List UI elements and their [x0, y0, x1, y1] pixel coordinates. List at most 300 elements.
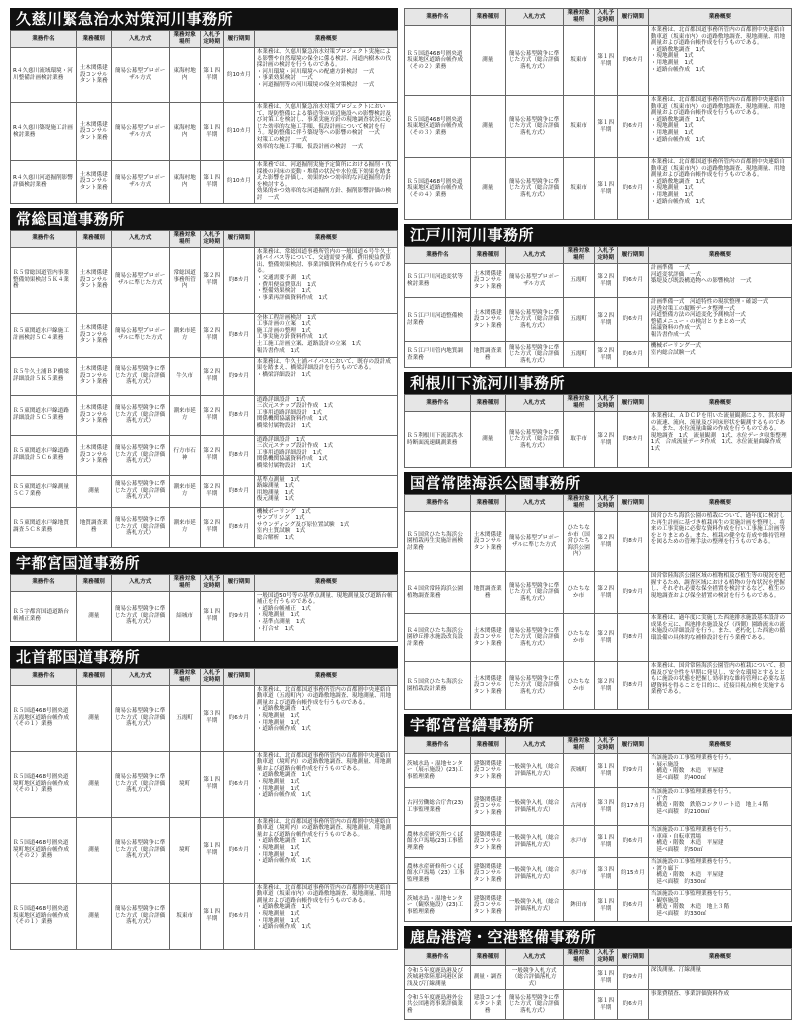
table-cell: 第２四半期: [594, 512, 617, 572]
table-cell: R４久慈川河道掘削影響評価検討業務: [11, 161, 77, 204]
table-row: [11, 507, 398, 547]
table-cell: 簡易公募型競争に準じた方式（総合評価落札方式）: [505, 412, 563, 468]
table-cell: Ｒ５国道468号圏央道坂東地区道路台帳作成（その２）業務: [405, 26, 471, 96]
column-header: 業務件名: [11, 668, 77, 685]
column-header: 業務種別: [76, 31, 111, 48]
table-cell: Ｒ５国道468号圏央道坂東地区道路台帳作成（その３）業務: [405, 96, 471, 158]
table-cell: 国営ひたち海浜公園の植栽について、過年度に検討した再生計画に基づき植栽再生の実施計画を整理し、将来の工事実施に必要な資料作成を行い工事施工計画等をとりまとめる。また、植栽の健全な育成や維持管理を図るための管理手法の整理を行うものである。: [648, 512, 791, 572]
office-title: 利根川下流河川事務所: [404, 372, 792, 394]
table-row: [11, 247, 398, 313]
contract-table: [404, 948, 792, 1020]
table-cell: 坂東市: [563, 158, 594, 220]
table-cell: 約15カ月: [617, 858, 648, 890]
column-header: 入札方式: [505, 495, 563, 512]
table-cell: 約8カ月: [617, 512, 648, 572]
table-cell: Ｒ４国営常陸海浜公園植物調査業務: [405, 572, 471, 614]
column-header: 入札方式: [111, 574, 169, 591]
table-cell: 第１四半期: [200, 591, 223, 641]
table-cell: 測量: [76, 817, 111, 883]
column-header: 業務対象場所: [563, 949, 594, 966]
table-cell: 土木関係建設コンサルタント業務: [470, 662, 505, 710]
table-cell: 基準点測量 1式 路線測量 1式 用地測量 1式 復元測量 1式: [254, 475, 397, 507]
office-section: [10, 646, 398, 950]
table-cell: 第３四半期: [594, 788, 617, 826]
table-cell: 簡易公募型競争に準じた方式（総合評価落札方式）: [505, 26, 563, 96]
table-cell: 第２四半期: [594, 264, 617, 298]
table-cell: 潮来市延方: [169, 395, 200, 435]
table-row: [11, 883, 398, 949]
table-cell: 測量: [76, 751, 111, 817]
table-cell: 取手市: [563, 412, 594, 468]
table-cell: 坂東市: [563, 26, 594, 96]
table-cell: 土木関係建設コンサルタント業務: [76, 395, 111, 435]
table-cell: 測量・調査: [470, 966, 505, 990]
table-cell: 当該施設の工事監理業務を行う。 ・渡り廊下 構造・階数 木造 平屋建 延べ面積 約330㎡: [648, 858, 791, 890]
column-header: 業務概要: [648, 247, 791, 264]
table-cell: 建築関係建設コンサルタント業務: [470, 858, 505, 890]
table-cell: 当該施設の工事監理業務を行う。 ・庁舎 構造・階数 鉄筋コンクリート造 地上４階 延べ面積 約2100㎡: [648, 788, 791, 826]
table-cell: Ｒ５国道468号圏央道坂東地区道路台帳作成（その１）業務: [11, 883, 77, 949]
table-cell: 第１四半期: [594, 26, 617, 96]
column-header: 業務件名: [405, 495, 471, 512]
office-title: 国営常陸海浜公園事務所: [404, 472, 792, 494]
table-cell: 第１四半期: [594, 966, 617, 990]
table-cell: 第２四半期: [200, 507, 223, 547]
table-cell: 約6カ月: [617, 264, 648, 298]
table-cell: 簡易公募型競争に準じた方式（総合評価落札方式）: [111, 751, 169, 817]
column-header: 入札方式: [111, 668, 169, 685]
table-cell: 簡易公募型競争に準じた方式（総合評価落札方式）: [505, 662, 563, 710]
table-cell: 当該施設の工事監理業務を行う。 ・車庫・自転車置場 構造・階数 木造 平屋建 延べ面積 約50㎡: [648, 826, 791, 858]
column-header: 業務種別: [470, 495, 505, 512]
column-header: 業務概要: [648, 395, 791, 412]
table-cell: 第２四半期: [200, 435, 223, 475]
header-row: [11, 230, 398, 247]
table-cell: 本業務は、北首都国道事務所管内の首都圏中央連絡自動車道（坂東市内）の道路敷地調査、現地測量、用地測量および道路台帳作成を行うものである。 ・道路敷地調査 1式 ・現地測量 1式 ・用地測量 1式 ・道路台帳作成 1式: [254, 883, 397, 949]
table-cell: Ｒ５国道468号圏央道境町地区道路台帳作成（その１）業務: [11, 751, 77, 817]
table-cell: 当該施設の工事監理業務を行う。 ・観察施設 構造・階数 木造 地上３階 延べ面積 約330㎡: [648, 890, 791, 922]
table-cell: 農林水産研修所つくば館水戸馬場（23）工事監理業務: [405, 858, 471, 890]
table-cell: 約6カ月: [223, 685, 254, 751]
table-cell: 第１四半期: [594, 96, 617, 158]
table-cell: R４久慈川築堤施工計画検討業務: [11, 103, 77, 161]
table-row: [11, 475, 398, 507]
table-cell: 測量: [76, 883, 111, 949]
table-cell: 一般競争入札（総合評価落札方式）: [505, 754, 563, 788]
table-cell: 約6カ月: [617, 26, 648, 96]
table-cell: Ｒ５国営ひたち海浜公園植栽設計業務: [405, 662, 471, 710]
table-row: [405, 966, 792, 990]
column-header: 業務種別: [76, 668, 111, 685]
table-cell: 土木関係建設コンサルタント業務: [470, 298, 505, 342]
column-header: 業務件名: [11, 574, 77, 591]
table-row: [11, 313, 398, 357]
table-cell: 境町: [169, 817, 200, 883]
column-header: 業務対象場所: [169, 230, 200, 247]
column-header: 業務対象場所: [169, 668, 200, 685]
table-cell: 坂東市: [563, 96, 594, 158]
table-cell: 建築関係建設コンサルタント業務: [470, 754, 505, 788]
office-section: [404, 714, 792, 922]
column-header: 履行期間: [617, 395, 648, 412]
column-header: 業務種別: [470, 395, 505, 412]
column-header: 履行期間: [223, 668, 254, 685]
table-cell: 約6カ月: [617, 158, 648, 220]
column-header: 入札方式: [505, 949, 563, 966]
table-cell: 五霞町: [169, 685, 200, 751]
table-cell: 土木関係建設コンサルタント業務: [76, 435, 111, 475]
table-cell: 約6カ月: [617, 826, 648, 858]
table-cell: 第１四半期: [594, 826, 617, 858]
office-title: 常総国道事務所: [10, 208, 398, 230]
table-row: [11, 435, 398, 475]
column-header: 履行期間: [617, 495, 648, 512]
table-cell: 簡易公募型競争に準じた方式（総合評価落札方式）: [505, 158, 563, 220]
table-cell: 第２四半期: [594, 614, 617, 662]
table-cell: 土木関係建設コンサルタント業務: [76, 103, 111, 161]
table-cell: 簡易公募型プロポーザル方式: [111, 103, 169, 161]
table-cell: R４久慈川流域環境・河川整備計画検討業務: [11, 48, 77, 103]
table-cell: 簡易公募型競争に準じた方式（総合評価落札方式）: [505, 298, 563, 342]
table-cell: 簡易公募型プロポーザルに準じた方式: [505, 512, 563, 572]
table-cell: 茨城水島・湿地センター（展示施設）(23)工事監理業務: [405, 754, 471, 788]
table-cell: 建築関係建設コンサルタント業務: [470, 890, 505, 922]
table-cell: Ｒ５利根川下流部洪水時断面流速観測業務: [405, 412, 471, 468]
table-cell: Ｒ５江戸川河道変状等検討業務: [405, 264, 471, 298]
table-cell: 本業務は、北首都国道事務所管内の首都圏中央連絡自動車道（坂東市内）の道路敷地調査、現地測量、用地測量および道路台帳作成を行うものである。 ・道路敷地調査 1式 ・現地測量 1式 ・用地測量 1式 ・道路台帳作成 1式: [648, 158, 791, 220]
column-header: 業務件名: [405, 949, 471, 966]
table-cell: 第１四半期: [200, 751, 223, 817]
table-cell: 計画準備 一式 河道変状評価 一式 築堤及び既設構造物への影響検討 一式: [648, 264, 791, 298]
table-cell: 簡易公募型競争に準じた方式（総合評価落札方式）: [505, 572, 563, 614]
table-cell: Ｒ５東関道水戸線施工計画検討５Ｃ４業務: [11, 313, 77, 357]
table-cell: 第２四半期: [200, 357, 223, 395]
table-row: [405, 826, 792, 858]
table-cell: 国営常陸海浜公園区域の植物相及び植生等の現況を把握するため、調査区域における植物の分布状況を把握し、それぞれ必要な保全措置を検討するなど、植生の現地調査および保全措置の検討を行うものである。: [648, 572, 791, 614]
table-row: [405, 342, 792, 368]
column-header: 入札予定時期: [594, 737, 617, 754]
table-cell: 坂東市: [169, 883, 200, 949]
table-cell: 地質調査業務: [470, 572, 505, 614]
table-cell: 一般競争入札（総合評価落札方式）: [505, 826, 563, 858]
table-row: [405, 858, 792, 890]
office-section: [10, 552, 398, 642]
column-header: 業務種別: [76, 230, 111, 247]
table-cell: 簡易公募型競争に準じた方式（総合評価落札方式）: [111, 395, 169, 435]
contract-table: [404, 8, 792, 220]
table-cell: 簡易公募型競争に準じた方式（総合評価落札方式）: [111, 507, 169, 547]
office-section: [404, 8, 792, 220]
column-header: 入札方式: [505, 247, 563, 264]
table-cell: 第２四半期: [200, 475, 223, 507]
table-cell: 地質調査業務: [470, 342, 505, 368]
table-cell: 事業費積査、事業評価資料作成: [648, 990, 791, 1020]
right-column: [404, 8, 792, 1024]
column-header: 入札予定時期: [594, 9, 617, 26]
table-row: [11, 103, 398, 161]
table-cell: Ｒ４国営ひたち海浜公園砂丘排水施設改良設計業務: [405, 614, 471, 662]
table-cell: 簡易公募型プロポーザルに準じた方式: [111, 313, 169, 357]
office-title: 宇都宮国道事務所: [10, 552, 398, 574]
table-cell: 土木関係建設コンサルタント業務: [76, 247, 111, 313]
table-cell: 約8カ月: [617, 412, 648, 468]
table-cell: 簡易公募型競争に準じた方式（総合評価落札方式）: [111, 591, 169, 641]
table-cell: 茨城水島・湿地センター（観察施設）(23)工事監理業務: [405, 890, 471, 922]
column-header: 業務件名: [405, 737, 471, 754]
column-header: 業務対象場所: [563, 495, 594, 512]
table-cell: 第１四半期: [200, 161, 223, 204]
table-cell: 約8カ月: [223, 313, 254, 357]
column-header: 業務対象場所: [563, 247, 594, 264]
contract-table: [404, 246, 792, 368]
table-cell: 土木関係建設コンサルタント業務: [76, 357, 111, 395]
table-cell: 簡易公募型プロポーザル方式: [111, 161, 169, 204]
table-cell: 本業務は、北首都国道事務所管内の首都圏中央連絡自動車道（坂東市内）の道路敷地調査、現地測量、用地測量および道路台帳作成を行うものである。 ・道路敷地調査 1式 ・現地測量 1式 ・用地測量 1式 ・道路台帳作成 1式: [648, 26, 791, 96]
table-cell: Ｒ５国道468号圏央道境町地区道路台帳作成（その２）業務: [11, 817, 77, 883]
table-cell: 本業務は、国営常陸海浜公園管内の植栽について、損傷及び安全性を早期に発見し、安全な環境とするとともに施設の状態を把握し効率的な維持管理に必要な基礎資料を得ることを目的に、近接目視点検を実施する業務である。: [648, 662, 791, 710]
column-header: 入札予定時期: [200, 668, 223, 685]
table-row: [11, 817, 398, 883]
table-row: [405, 990, 792, 1020]
table-cell: 第３四半期: [200, 685, 223, 751]
column-header: 業務概要: [254, 230, 397, 247]
office-section: [404, 224, 792, 368]
column-header: 業務種別: [470, 737, 505, 754]
column-header: 履行期間: [223, 230, 254, 247]
column-header: 業務対象場所: [169, 31, 200, 48]
column-header: 入札予定時期: [200, 31, 223, 48]
table-cell: 約8カ月: [617, 662, 648, 710]
table-cell: Ｒ５国道468号圏央道五霞地区道路台帳作成（その１）業務: [11, 685, 77, 751]
table-cell: 五霞町: [563, 264, 594, 298]
column-header: 業務件名: [405, 9, 471, 26]
office-title: 鹿島港湾・空港整備事務所: [404, 926, 792, 948]
column-header: 入札方式: [111, 230, 169, 247]
column-header: 履行期間: [617, 949, 648, 966]
table-cell: 約6カ月: [617, 990, 648, 1020]
header-row: [405, 737, 792, 754]
table-cell: 地質調査業務: [76, 507, 111, 547]
header-row: [405, 395, 792, 412]
table-cell: 約9カ月: [223, 591, 254, 641]
table-cell: 機械ボーリング一式 室内総合試験一式: [648, 342, 791, 368]
table-cell: 簡易公募型競争に準じた方式（総合評価落札方式）: [111, 435, 169, 475]
table-cell: 本業務は、過年度に実施した西池排水施設基本設計の成果を元に、西池排水施設及び（西側）園路流末の流末施設の詳細設計を行う。また、老朽化した西池の循環設備の具体的な補修設計を行う業務である。: [648, 614, 791, 662]
contract-table: [10, 574, 398, 642]
table-row: [11, 591, 398, 641]
table-cell: 一般競争入札（総合評価落札方式）: [505, 890, 563, 922]
table-cell: 約6カ月: [223, 883, 254, 949]
table-cell: 令和５年度鹿島港及び茨城港常陸那珂港区深浅及び汀線測量: [405, 966, 471, 990]
table-cell: Ｒ５東関道水戸線道路詳細設計５Ｃ５業務: [11, 395, 77, 435]
table-cell: 計画準備一式 河道特性の現状整理・確認一式 浸透対策工の縦断データ整理一式 河道整備方法の河道変化予測検討一式 整備メニュー・の検討とりまとめ一式 協議資料の作成一式 報告書作成一式: [648, 298, 791, 342]
table-cell: 建設コンサルタント業務: [470, 990, 505, 1020]
table-cell: Ｒ５東関道水戸線測量５Ｃ７業務: [11, 475, 77, 507]
column-header: 業務概要: [254, 31, 397, 48]
table-cell: 第１四半期: [594, 990, 617, 1020]
table-cell: 簡易公募型プロポーザル方式: [505, 264, 563, 298]
table-cell: 一般競争入札方式（総合評価落札方式）: [505, 966, 563, 990]
table-cell: 深浅測量、汀線測量: [648, 966, 791, 990]
table-cell: 本業務は、久慈川緊急治水対策プロジェクトにおいて、堤防整備による築造等の周辺施設への影響検討及び対策工を検討し、事業実施方針の現地調査状況に応じた効率的な施工手順、仮設計画について検討を行う。堤防整備に伴う築堤等への影響の検討 一式 対策工の検討 一式 効率的な施工手順、仮設計画の検討 一式: [254, 103, 397, 161]
table-cell: 約9カ月: [617, 966, 648, 990]
table-row: [405, 512, 792, 572]
table-cell: 第１四半期: [594, 890, 617, 922]
table-cell: Ｒ５牛久土浦ＢＰ橋梁詳細設計５Ｋ５業務: [11, 357, 77, 395]
column-header: 業務件名: [11, 31, 77, 48]
office-section: [10, 208, 398, 548]
header-row: [405, 247, 792, 264]
column-header: 入札予定時期: [594, 247, 617, 264]
table-cell: 約6カ月: [617, 96, 648, 158]
table-cell: 当該施設の工事監理業務を行う。 ・展示施設 構造・階数 木造 平屋建 延べ面積 約400㎡: [648, 754, 791, 788]
column-header: 業務種別: [76, 574, 111, 591]
table-cell: 測量: [470, 158, 505, 220]
table-row: [405, 754, 792, 788]
table-cell: 約6カ月: [223, 817, 254, 883]
column-header: 業務種別: [470, 949, 505, 966]
table-cell: 約9カ月: [223, 357, 254, 395]
table-cell: 簡易公募型競争に準じた方式（総合評価落札方式）: [111, 685, 169, 751]
table-cell: 古河労働総合庁舎(23)工事監理業務: [405, 788, 471, 826]
table-cell: 水戸市: [563, 826, 594, 858]
table-cell: 簡易公募型競争に準じた方式（総合評価落札方式）: [505, 96, 563, 158]
column-header: 業務概要: [648, 495, 791, 512]
table-cell: 第１四半期: [200, 817, 223, 883]
table-cell: 茨城町: [563, 754, 594, 788]
column-header: 業務件名: [405, 247, 471, 264]
table-cell: 約6カ月: [223, 751, 254, 817]
contract-table: [404, 736, 792, 922]
column-header: 業務対象場所: [563, 9, 594, 26]
table-cell: 約6カ月: [617, 342, 648, 368]
table-cell: 古河市: [563, 788, 594, 826]
table-cell: Ｒ５国道468号圏央道坂東地区道路台帳作成（その４）業務: [405, 158, 471, 220]
header-row: [11, 668, 398, 685]
contract-table: [10, 668, 398, 950]
column-header: 履行期間: [617, 247, 648, 264]
table-row: [11, 751, 398, 817]
table-cell: 第３四半期: [594, 858, 617, 890]
table-cell: 第１四半期: [200, 103, 223, 161]
office-title: 宇都宮営繕事務所: [404, 714, 792, 736]
table-cell: 道路詳細設計 1式 三次元ステップ設計作成 1式 工事用道路詳細設計 1式 関係機関協議資料作成 1式 橋梁付属物設計 1式: [254, 395, 397, 435]
table-cell: Ｒ５東関道水戸線道路詳細設計５Ｃ６業務: [11, 435, 77, 475]
table-cell: Ｒ５東関道水戸線地質調査５Ｃ８業務: [11, 507, 77, 547]
table-cell: 東海村地内: [169, 48, 200, 103]
table-cell: ひたちなか市: [563, 614, 594, 662]
table-cell: 簡易公募型競争に準じた方式（総合評価落札方式）: [505, 614, 563, 662]
table-cell: 潮来市延方: [169, 313, 200, 357]
table-cell: 測量: [76, 685, 111, 751]
column-header: 業務概要: [648, 949, 791, 966]
column-header: 履行期間: [223, 574, 254, 591]
table-cell: 本業務は、北首都国道事務所管内の首都圏中央連絡自動車道（境町内）の道路敷地調査、現地測量、用地測量および道路台帳作成を行うものである。 ・道路敷地調査 1式 ・現地測量 1式 ・用地測量 1式 ・道路台帳作成 1式: [254, 751, 397, 817]
column-header: 入札予定時期: [200, 230, 223, 247]
header-row: [405, 495, 792, 512]
contract-table: [10, 30, 398, 204]
column-header: 業務対象場所: [563, 395, 594, 412]
table-cell: 五霞町: [563, 298, 594, 342]
table-cell: 測量: [470, 412, 505, 468]
table-cell: 第１四半期: [594, 158, 617, 220]
table-cell: 約8カ月: [223, 435, 254, 475]
table-cell: 約8カ月: [617, 614, 648, 662]
table-cell: 約10カ月: [223, 103, 254, 161]
table-cell: 機械ボーリング 1式 サンプリング 1式 サウンディング及び原位置試験 1式 室内土質試験 1式 総合解析 1式: [254, 507, 397, 547]
table-cell: 本業務は、牛久土浦バイパスにおいて、既存の設計成果を踏まえ、橋梁詳細設計を行うものである。 ・橋梁詳細設計 1式: [254, 357, 397, 395]
table-cell: 測量: [76, 591, 111, 641]
table-cell: 約6カ月: [617, 890, 648, 922]
table-cell: Ｒ５江戸川管内地質調査業務: [405, 342, 471, 368]
table-cell: 第１四半期: [594, 754, 617, 788]
table-cell: 簡易公募型競争に準じた方式（総合評価落札方式）: [111, 475, 169, 507]
header-row: [11, 31, 398, 48]
table-row: [405, 614, 792, 662]
office-section: [404, 472, 792, 710]
table-cell: 本業務は、常総国道事務所管内の一般国道６号牛久土浦バイパス等について、交通需要予測、費用便益費算出、整備効果検討、事業評価資料作成を行うものである。 ・交通需要予測 1式 ・費用便益費算出 1式 ・整備効果検討 1式 ・事業再評価資料作成 1式: [254, 247, 397, 313]
table-cell: 第２四半期: [200, 395, 223, 435]
column-header: 業務概要: [254, 668, 397, 685]
table-cell: 潮来市延方: [169, 475, 200, 507]
table-cell: 令和５年度鹿島港外公共公団港湾事業評価業務: [405, 990, 471, 1020]
table-cell: 簡易公募型プロポーザルに準じた方式: [111, 247, 169, 313]
table-row: [11, 685, 398, 751]
table-cell: 第１四半期: [200, 48, 223, 103]
table-cell: [563, 966, 594, 990]
table-cell: 第２四半期: [594, 662, 617, 710]
table-row: [11, 161, 398, 204]
table-cell: 約17カ月: [617, 788, 648, 826]
table-cell: ひたちなか市: [563, 662, 594, 710]
table-cell: ひたちなか市（国営ひたち海浜公園内）: [563, 512, 594, 572]
table-cell: 第２四半期: [594, 342, 617, 368]
column-header: 履行期間: [617, 737, 648, 754]
table-cell: 一般競争入札（総合評価落札方式）: [505, 788, 563, 826]
table-cell: 測量: [470, 26, 505, 96]
table-cell: 常総国道事務所管内: [169, 247, 200, 313]
table-cell: 本業務は、北首都国道事務所管内の首都圏中央連絡自動車道（坂東市内）の道路敷地調査、現地測量、用地測量および道路台帳作成を行うものである。 ・道路敷地調査 1式 ・現地測量 1式 ・用地測量 1式 ・道路台帳作成 1式: [648, 96, 791, 158]
table-row: [405, 298, 792, 342]
column-header: 入札予定時期: [594, 949, 617, 966]
table-cell: 簡易公募型プロポーザル方式: [111, 48, 169, 103]
table-row: [405, 662, 792, 710]
table-cell: 本業務は、北首都国道事務所管内の首都圏中央連絡自動車道（境町内）の道路敷地調査、現地測量、用地測量および道路台帳作成を行うものである。 ・道路敷地調査 1式 ・現地測量 1式 ・用地測量 1式 ・道路台帳作成 1式: [254, 817, 397, 883]
table-cell: 簡易公募型競争に準じた方式（総合評価落札方式）: [111, 357, 169, 395]
table-cell: Ｒ５国営ひたち海浜公園植栽再生実施計画検討業務: [405, 512, 471, 572]
table-cell: 境町: [169, 751, 200, 817]
table-cell: 簡易公募型競争に準じた方式（総合評価落札方式）: [111, 883, 169, 949]
column-header: 入札予定時期: [594, 395, 617, 412]
office-title: 江戸川河川事務所: [404, 224, 792, 246]
table-cell: 約10カ月: [223, 161, 254, 204]
column-header: 業務件名: [405, 395, 471, 412]
table-row: [405, 264, 792, 298]
column-header: 入札方式: [505, 9, 563, 26]
table-cell: 約8カ月: [223, 395, 254, 435]
table-cell: 簡易公募型競争に準じた方式（総合評価落札方式）: [505, 990, 563, 1020]
office-section: [404, 372, 792, 468]
table-cell: 本業務では、河道掘削実施予定箇所における掘削・伐採後の河床の変動・堆積の状況や水位低下効果を踏まえた影響を評価し、効果的かつ効率的な河道掘削方針を検討する。 効果的かつ効率的な河道掘削方針、掘削影響評価の検討 一式: [254, 161, 397, 204]
table-cell: 約9カ月: [617, 572, 648, 614]
table-row: [405, 26, 792, 96]
table-row: [405, 96, 792, 158]
office-section: [404, 926, 792, 1020]
table-cell: 約9カ月: [617, 754, 648, 788]
header-row: [11, 574, 398, 591]
column-header: 入札方式: [505, 395, 563, 412]
table-cell: 第２四半期: [594, 412, 617, 468]
